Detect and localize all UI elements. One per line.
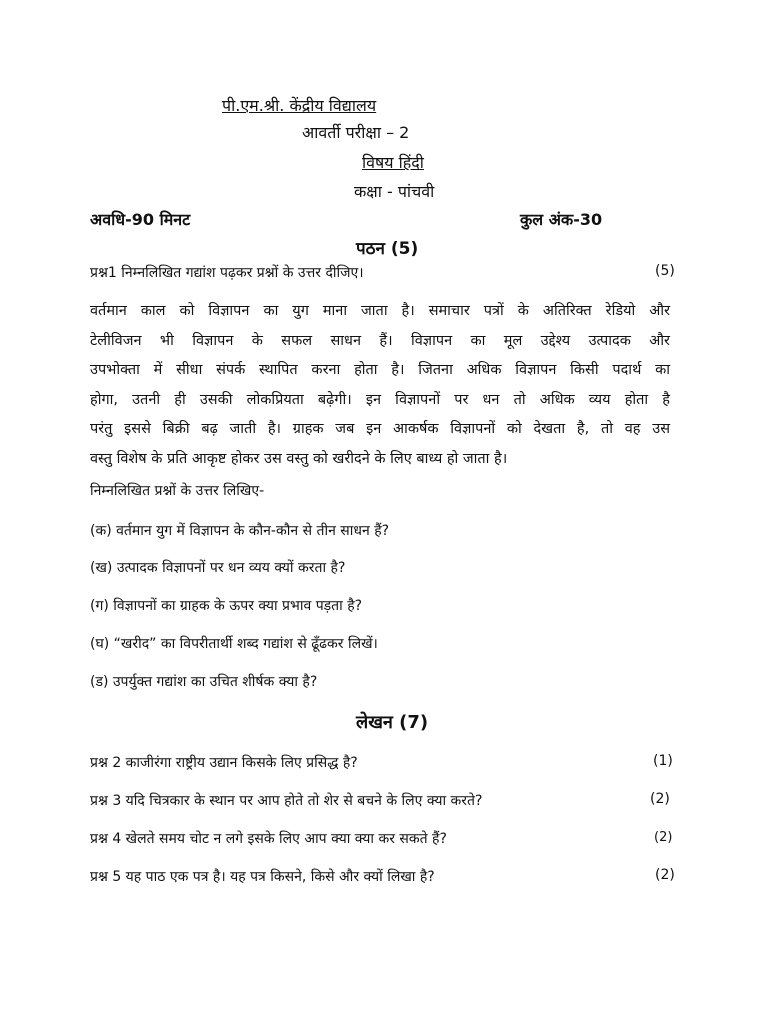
passage-line: वस्तु विशेष के प्रति आकृष्ट होकर उस वस्तु को खरीदने के लिए बाध्य हो जाता है।	[90, 450, 508, 467]
passage-line: टेलीविजन भी विज्ञापन के सफल साधन हैं। विज्ञापन का मूल उद्देश्य उत्पादक और	[90, 332, 670, 349]
sub-question-da: (ड) उपर्युक्त गद्यांश का उचित शीर्षक क्या है?	[90, 674, 318, 690]
reading-passage	[90, 297, 670, 474]
question-2-marks: (1)	[653, 753, 673, 769]
school-name: पी.एम.श्री. केंद्रीय विद्यालय	[222, 96, 377, 115]
sub-question-ga: (ग) विज्ञापनों का ग्राहक के ऊपर क्या प्रभाव पड़ता है?	[90, 598, 363, 614]
sub-question-ka: (क) वर्तमान युग में विज्ञापन के कौन-कौन से तीन साधन हैं?	[90, 523, 390, 539]
reading-heading: पठन (5)	[356, 239, 419, 259]
question-5-marks: (2)	[655, 867, 675, 883]
question-4-text: प्रश्न 4 खेलते समय चोट न लगे इसके लिए आप क्या क्या कर सकते हैं?	[90, 831, 447, 847]
exam-title: आवर्ती परीक्षा – 2	[302, 123, 410, 142]
sub-question-gha: (घ) “खरीद” का विपरीतार्थी शब्द गद्यांश से ढूँढकर लिखें।	[90, 636, 378, 652]
sub-question-kha: (ख) उत्पादक विज्ञापनों पर धन व्यय क्यों करता है?	[90, 560, 346, 576]
question-3-text: प्रश्न 3 यदि चित्रकार के स्थान पर आप होते तो शेर से बचने के लिए क्या करते?	[90, 793, 483, 809]
total-marks: कुल अंक-30	[520, 210, 603, 229]
passage-line: उपभोक्ता में सीधा संपर्क स्थापित करना होता है। जितना अधिक विज्ञापन किसी पदार्थ का	[90, 362, 670, 378]
passage-line: वर्तमान काल को विज्ञापन का युग माना जाता है। समाचार पत्रों के अतिरिक्त रेडियो और	[90, 303, 670, 319]
class-title: कक्षा - पांचवी	[354, 182, 435, 201]
question-1-text: प्रश्न1 निम्नलिखित गद्यांश पढ़कर प्रश्नों के उत्तर दीजिए।	[90, 265, 364, 281]
question-5-text: प्रश्न 5 यह पाठ एक पत्र है। यह पत्र किसने, किसे और क्यों लिखा है?	[90, 869, 435, 885]
question-2-text: प्रश्न 2 काजीरंगा राष्ट्रीय उद्यान किसके लिए प्रसिद्ध है?	[90, 755, 358, 771]
writing-heading: लेखन (7)	[356, 712, 429, 733]
question-4-marks: (2)	[654, 830, 673, 845]
question-3-marks: (2)	[650, 791, 670, 807]
answer-instruction: निम्नलिखित प्रश्नों के उत्तर लिखिए-	[90, 483, 265, 499]
passage-line: होगा, उतनी ही उसकी लोकप्रियता बढ़ेगी। इन विज्ञापनों पर धन तो अधिक व्यय होता है	[90, 391, 670, 408]
passage-line: परंतु इससे बिक्री बढ़ जाती है। ग्राहक जब इन आकर्षक विज्ञापनों को देखता है, तो वह उस	[90, 421, 670, 437]
exam-duration: अवधि-90 मिनट	[90, 210, 191, 229]
subject-title: विषय हिंदी	[362, 153, 424, 172]
question-1-marks: (5)	[655, 263, 675, 279]
